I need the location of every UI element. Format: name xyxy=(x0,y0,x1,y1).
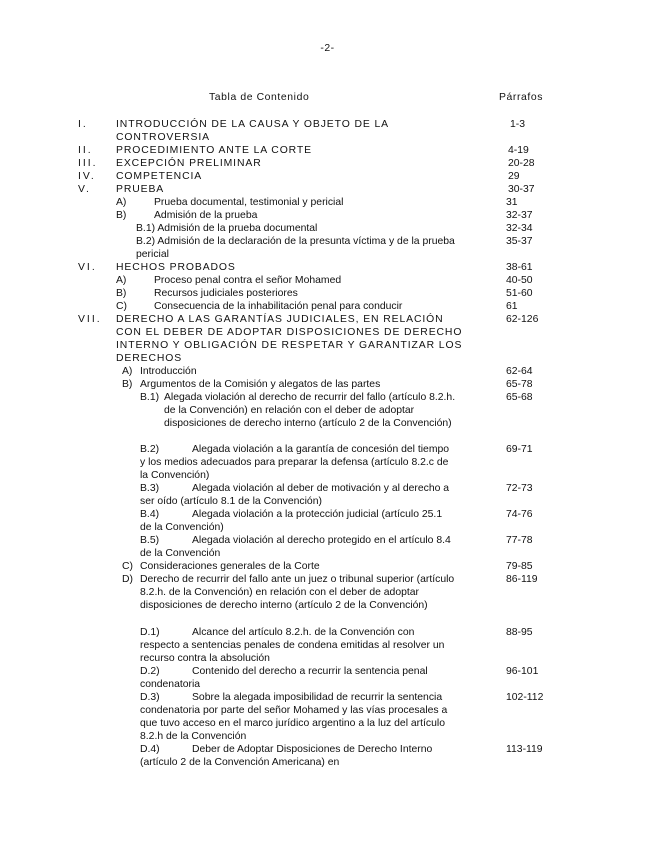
toc-paragraphs: 4-19 xyxy=(508,145,529,156)
toc-entry-text[interactable]: INTRODUCCIÓN DE LA CAUSA Y OBJETO DE LA CONTROVERSIA xyxy=(116,119,389,143)
toc-label: B.1) xyxy=(140,392,160,403)
toc-entry-text[interactable]: Sobre la alegada imposibilidad de recurrir la sentencia condenatoria por parte del señor Mohamed y las vías procesales a que tuvo acceso en el marco jurídico argentino a la luz del artículo 8.2.h de la Convención xyxy=(140,692,448,742)
toc-label: D.2) xyxy=(140,666,160,677)
toc-label: III. xyxy=(78,158,98,169)
toc-paragraphs: 96-101 xyxy=(506,666,539,677)
toc-paragraphs: 38-61 xyxy=(506,262,533,273)
toc-paragraphs: 113-119 xyxy=(506,744,543,755)
toc-entry-text[interactable]: B.1) Admisión de la prueba documental xyxy=(136,223,318,234)
toc-label: VII. xyxy=(78,314,102,325)
toc-paragraphs: 74-76 xyxy=(506,509,533,520)
toc-label: B.2) xyxy=(140,444,160,455)
toc-paragraphs: 79-85 xyxy=(506,561,533,572)
toc-paragraphs: 69-71 xyxy=(506,444,533,455)
toc-label: II. xyxy=(78,145,93,156)
toc-label: B) xyxy=(116,210,127,221)
toc-entry-text[interactable]: Introducción xyxy=(140,366,197,377)
toc-entry-text[interactable]: Alegada violación al derecho protegido en el artículo 8.4 de la Convención xyxy=(140,535,451,559)
toc-paragraphs: 30-37 xyxy=(508,184,535,195)
toc-label: D.4) xyxy=(140,744,160,755)
toc-entry-text[interactable]: Deber de Adoptar Disposiciones de Derecho Interno (artículo 2 de la Convención Americana) en xyxy=(140,744,433,768)
toc-entry-text[interactable]: Admisión de la prueba xyxy=(154,210,258,221)
toc-label: IV. xyxy=(78,171,96,182)
toc-paragraphs: 62-64 xyxy=(506,366,533,377)
toc-paragraphs: 86-119 xyxy=(506,574,538,585)
toc-label: B.4) xyxy=(140,509,160,520)
toc-label: D.3) xyxy=(140,692,160,703)
toc-entry-text[interactable]: EXCEPCIÓN PRELIMINAR xyxy=(116,158,262,169)
toc-paragraphs: 1-3 xyxy=(510,119,526,130)
toc-paragraphs: 29 xyxy=(508,171,520,182)
toc-title: Tabla de Contenido xyxy=(209,92,310,103)
page-number: -2- xyxy=(320,43,335,54)
toc-paragraphs: 61 xyxy=(506,301,518,312)
toc-paragraphs: 32-34 xyxy=(506,223,533,234)
toc-entry-text[interactable]: Argumentos de la Comisión y alegatos de las partes xyxy=(140,379,381,390)
toc-paragraphs: 65-78 xyxy=(506,379,533,390)
toc-paragraphs: 88-95 xyxy=(506,627,533,638)
toc-label: B) xyxy=(122,379,133,390)
toc-label: D.1) xyxy=(140,627,160,638)
toc-label: D) xyxy=(122,574,133,585)
toc-entry-text[interactable]: Contenido del derecho a recurrir la sentencia penal condenatoria xyxy=(140,666,428,690)
toc-entry-text[interactable]: Alegada violación al deber de motivación y al derecho a ser oído (artículo 8.1 de la Convención) xyxy=(140,483,450,507)
toc-entry-text[interactable]: COMPETENCIA xyxy=(116,171,203,182)
toc-label: A) xyxy=(116,197,127,208)
toc-paragraphs: 72-73 xyxy=(506,483,533,494)
toc-entry-text[interactable]: PRUEBA xyxy=(116,184,165,195)
toc-entry-text[interactable]: PROCEDIMIENTO ANTE LA CORTE xyxy=(116,145,312,156)
toc-paragraphs: 35-37 xyxy=(506,236,533,247)
toc-entry-text[interactable]: Recursos judiciales posteriores xyxy=(154,288,298,299)
toc-entry-text[interactable]: Alegada violación a la garantía de concesión del tiempo y los medios adecuados para preparar la defensa (artículo 8.2.c de la Convención) xyxy=(140,444,450,481)
toc-paragraphs: 31 xyxy=(506,197,518,208)
toc-label: B.3) xyxy=(140,483,160,494)
toc-entry-text[interactable]: Derecho de recurrir del fallo ante un juez o tribunal superior (artículo 8.2.h. de la Convención) en relación con el deber de adoptar disposiciones de derecho interno (artículo 2 de la Convención) xyxy=(140,574,455,611)
toc-entry-text[interactable]: Alegada violación a la protección judicial (artículo 25.1 de la Convención) xyxy=(140,509,443,533)
toc-label: I. xyxy=(78,119,88,130)
toc-paragraphs: 51-60 xyxy=(506,288,533,299)
toc-entry-text[interactable]: Consecuencia de la inhabilitación penal para conducir xyxy=(154,301,403,312)
toc-label: C) xyxy=(116,301,127,312)
toc-entry-text[interactable]: DERECHO A LAS GARANTÍAS JUDICIALES, EN RELACIÓN CON EL DEBER DE ADOPTAR DISPOSICIONES DE DERECHO INTERNO Y OBLIGACIÓN DE RESPETAR Y GARANTIZAR LOS DERECHOS xyxy=(116,314,463,364)
toc-entry-text[interactable]: HECHOS PROBADOS xyxy=(116,262,236,273)
toc-entry-text[interactable]: B.2) Admisión de la declaración de la presunta víctima y de la prueba pericial xyxy=(136,236,455,260)
toc-paragraphs: 65-68 xyxy=(506,392,533,403)
toc-paragraphs: 77-78 xyxy=(506,535,533,546)
toc-entry-text[interactable]: Prueba documental, testimonial y pericial xyxy=(154,197,344,208)
toc-paragraphs: 102-112 xyxy=(506,692,544,703)
toc-entry-text[interactable]: Proceso penal contra el señor Mohamed xyxy=(154,275,342,286)
toc-label: V. xyxy=(78,184,91,195)
toc-entry-text[interactable]: Consideraciones generales de la Corte xyxy=(140,561,320,572)
toc-paragraphs: 32-37 xyxy=(506,210,533,221)
toc-label: A) xyxy=(122,366,133,377)
toc-entry-text[interactable]: Alcance del artículo 8.2.h. de la Convención con respecto a sentencias penales de condena emitidas al resolver un recurso contra la absolución xyxy=(140,627,445,664)
toc-paragraphs: 62-126 xyxy=(506,314,539,325)
toc-label: VI. xyxy=(78,262,97,273)
toc-label: A) xyxy=(116,275,127,286)
toc-paragraphs: 40-50 xyxy=(506,275,533,286)
toc-label: B) xyxy=(116,288,127,299)
toc-label: C) xyxy=(122,561,133,572)
toc-label: B.5) xyxy=(140,535,160,546)
paragraphs-column-header: Párrafos xyxy=(499,92,544,103)
toc-paragraphs: 20-28 xyxy=(508,158,535,169)
toc-entry-text[interactable]: Alegada violación al derecho de recurrir del fallo (artículo 8.2.h. de la Convención) en relación con el deber de adoptar disposiciones de derecho interno (artículo 2 de la Convención) xyxy=(164,392,456,429)
